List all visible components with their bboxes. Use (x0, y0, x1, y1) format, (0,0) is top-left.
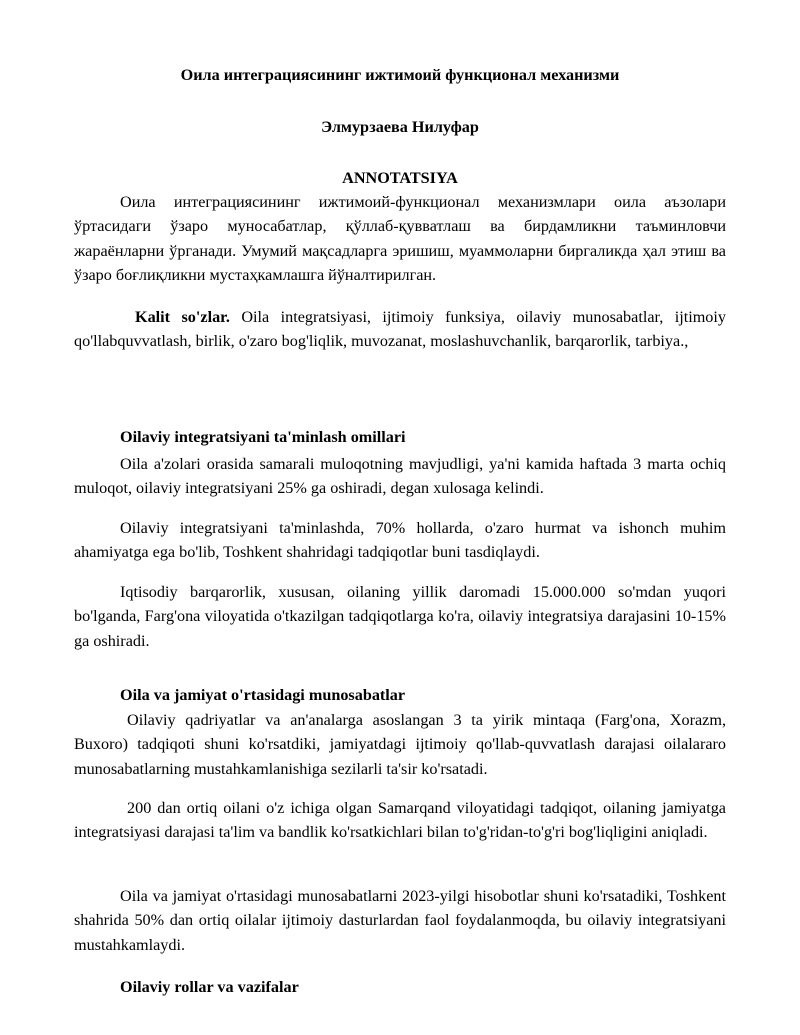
document-title: Оила интеграциясининг ижтимоий функционал механизми (180, 66, 620, 84)
document-author: Элмурзаева Нилуфар (321, 118, 479, 136)
section2-paragraph-1: Oilaviy qadriyatlar va an'analarga asoslangan 3 ta yirik mintaqa (Farg'ona, Xorazm, Buxoro) tadqiqoti shuni ko'rsatdiki, jamiyatdagi ijtimoiy qo'llab-quvvatlash darajasi oilalararo munosabatlarning mustahkamlanishiga sezilarli ta'sir ko'rsatadi. (74, 711, 726, 778)
keywords-text: Oila integratsiyasi, ijtimoiy funksiya, oilaviy munosabatlar, ijtimoiy qo'llabquvvatlash, birlik, o'zaro bog'liqlik, muvozanat, moslashuvchanlik, barqarorlik, tarbiya., (74, 308, 726, 351)
section1-paragraph-3: Iqtisodiy barqarorlik, xususan, oilaning yillik daromadi 15.000.000 so'mdan yuqori bo'lganda, Farg'ona viloyatida o'tkazilgan tadqiqotlarga ko'ra, oilaviy integratsiya darajasini 10-15% ga oshiradi. (74, 583, 726, 650)
section-heading-family-roles: Oilaviy rollar va vazifalar (120, 978, 299, 996)
keywords-label: Kalit so'zlar. (135, 308, 230, 326)
section2-paragraph-2: 200 dan ortiq oilani o'z ichiga olgan Samarqand viloyatidagi tadqiqot, oilaning jamiyatga integratsiyasi darajasi ta'lim va bandlik ko'rsatkichlari bilan to'g'ridan-to'g'ri bog'liqligini aniqladi. (74, 799, 726, 842)
section1-paragraph-2: Oilaviy integratsiyani ta'minlashda, 70% hollarda, o'zaro hurmat va ishonch muhim ahamiyatga ega bo'lib, Toshkent shahridagi tadqiqotlar buni tasdiqlaydi. (74, 519, 726, 562)
annotation-heading: ANNOTATSIYA (342, 169, 458, 187)
keywords-paragraph (74, 305, 726, 354)
section1-paragraph-1: Oila a'zolari orasida samarali muloqotning mavjudligi, ya'ni kamida haftada 3 marta ochiq muloqot, oilaviy integratsiyani 25% ga oshiradi, degan xulosaga kelindi. (74, 455, 726, 498)
section-heading-family-society: Oila va jamiyat o'rtasidagi munosabatlar (120, 686, 406, 704)
annotation-paragraph: Оила интеграциясининг ижтимоий-функционал механизмлари оила аъзолари ўртасидаги ўзаро муносабатлар, қўллаб-қувватлаш ва бирдамликни таъминловчи жараёнларни ўрганади. Умумий мақсадларга эришиш, муаммоларни биргаликда ҳал этиш ва ўзаро боғлиқликни мустаҳкамлашга йўналтирилган. (74, 193, 726, 284)
section2-paragraph-3: Oila va jamiyat o'rtasidagi munosabatlarni 2023-yilgi hisobotlar shuni ko'rsatadiki, Toshkent shahrida 50% dan ortiq oilalar ijtimoiy dasturlardan faol foydalanmoqda, bu oilaviy integratsiyani mustahkamlaydi. (74, 887, 726, 954)
section-heading-integration-factors: Oilaviy integratsiyani ta'minlash omillari (120, 428, 406, 446)
